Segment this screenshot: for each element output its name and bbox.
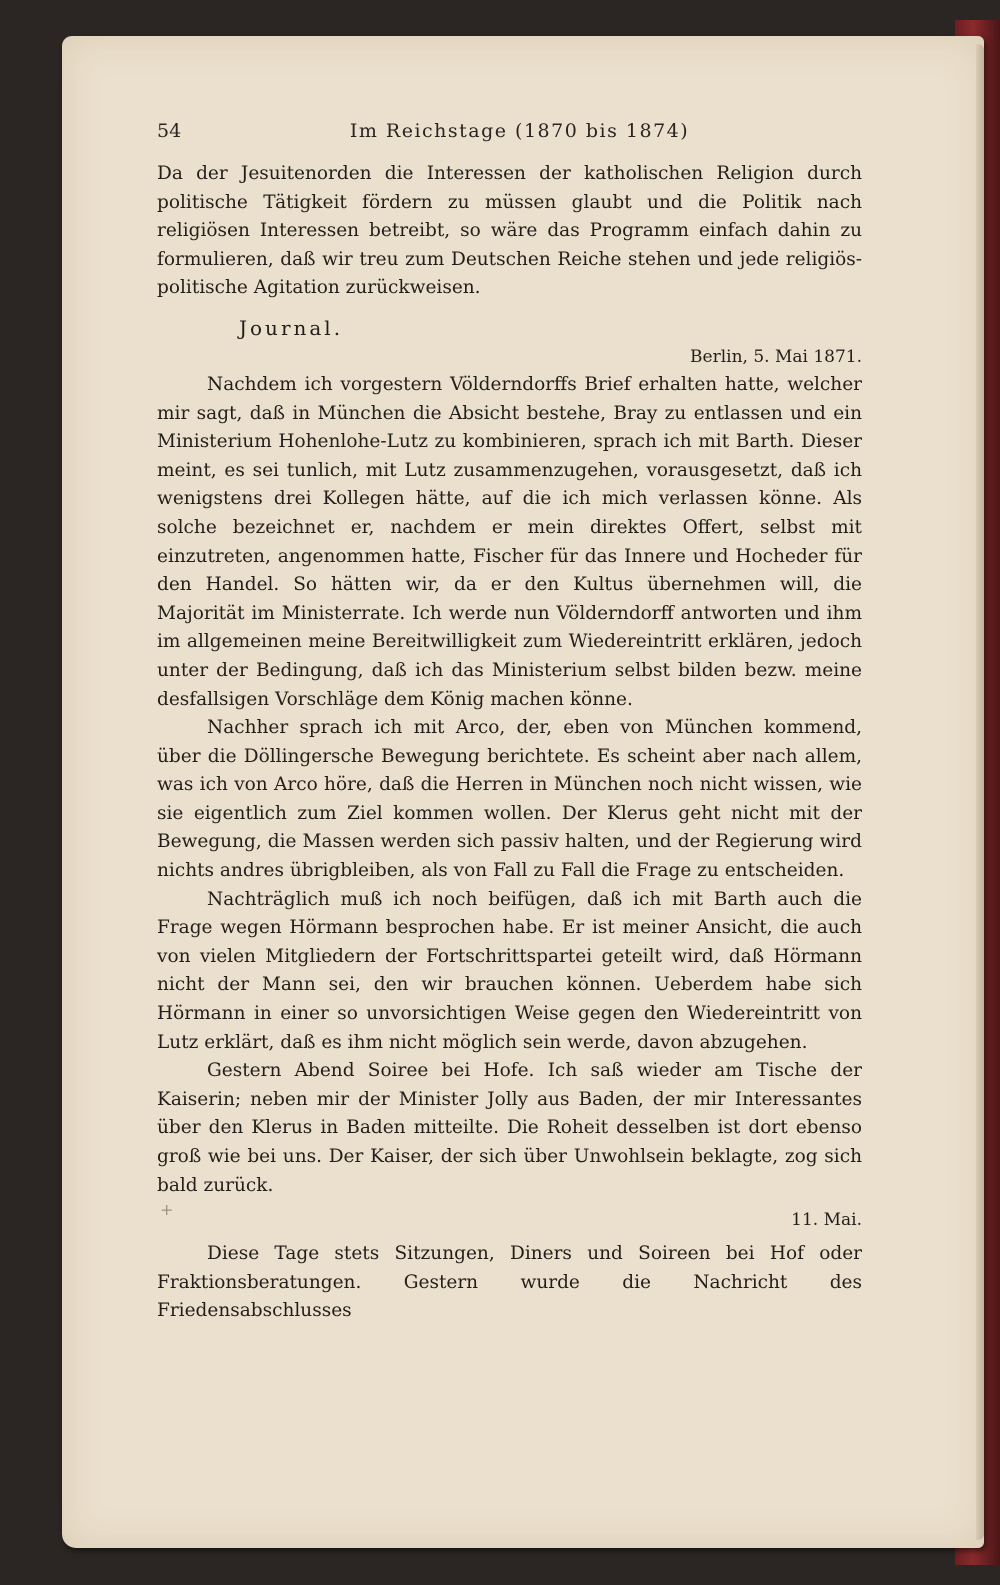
page-header bbox=[157, 120, 882, 150]
page-number: 54 bbox=[157, 120, 182, 142]
paragraph: Da der Jesuitenorden die Interessen der katholischen Religion durch politische Tätigkeit fördern zu müssen glaubt und die Politik nach religiösen Interessen betreibt, so wäre das Programm einfach dahin zu formulieren, daß wir treu zum Deutschen Reiche stehen und jede religiös-politische Agitation zurückweisen. bbox=[157, 163, 862, 299]
paragraph: Nachträglich muß ich noch beifügen, daß ich mit Barth auch die Frage wegen Hörmann besprochen habe. Er ist meiner Ansicht, die auch von vielen Mitgliedern der Fortschrittspartei geteilt wird, daß Hörmann nicht der Mann sei, den wir brauchen können. Ueberdem habe sich Hörmann in einer so unvorsichtigen Weise gegen den Wiedereintritt von Lutz erklärt, daß es ihm nicht möglich sein werde, davon abzugehen. bbox=[157, 888, 862, 1053]
paragraph: Gestern Abend Soiree bei Hofe. Ich saß wieder am Tische der Kaiserin; neben mir der Minister Jolly aus Baden, der mir Interessantes über den Klerus in Baden mitteilte. Die Roheit desselben ist dort ebenso groß wie bei uns. Der Kaiser, der sich über Unwohlsein beklagte, zog sich bald zurück. bbox=[157, 1060, 862, 1196]
dateline: Berlin, 5. Mai 1871. bbox=[690, 346, 862, 367]
paragraph: Diese Tage stets Sitzungen, Diners und Soireen bei Hof oder Fraktionsberatungen. Gestern wurde die Nachricht des Friedensabschlusses bbox=[157, 1243, 862, 1322]
dateline: 11. Mai. bbox=[791, 1210, 862, 1231]
margin-mark: + bbox=[160, 1200, 174, 1219]
running-title: Im Reichstage (1870 bis 1874) bbox=[349, 120, 690, 142]
paragraph: Nachher sprach ich mit Arco, der, eben von München kommend, über die Döllingersche Bewegung berichtete. Es scheint aber nach allem, was ich von Arco höre, daß die Herren in München noch nicht wissen, wie sie eigentlich zum Ziel kommen wollen. Der Klerus geht nicht mit der Bewegung, die Massen werden sich passiv halten, und der Regierung wird nichts andres übrigbleiben, als von Fall zu Fall die Frage zu entscheiden. bbox=[157, 717, 862, 882]
page-body bbox=[157, 160, 862, 1326]
paragraph: Nachdem ich vorgestern Völderndorffs Brief erhalten hatte, welcher mir sagt, daß in München die Absicht bestehe, Bray zu entlassen und ein Ministerium Hohenlohe-Lutz zu kombinieren, sprach ich mit Barth. Dieser meint, es sei tunlich, mit Lutz zusammenzugehen, vorausgesetzt, daß ich wenigstens drei Kollegen hätte, auf die ich mich verlassen könne. Als solche bezeichnet er, nachdem er mein direktes Offert, selbst mit einzutreten, angenommen hatte, Fischer für das Innere und Hocheder für den Handel. So hätten wir, da er den Kultus übernehmen will, die Majorität im Ministerrate. Ich werde nun Völderndorff antworten und ihm im allgemeinen meine Bereitwilligkeit zum Wiedereintritt erklären, jedoch unter der Bedingung, daß ich das Ministerium selbst bilden bezw. meine desfallsigen Vorschläge dem König machen könne. bbox=[157, 373, 862, 710]
page-edge bbox=[976, 44, 984, 1540]
section-heading: Journal. bbox=[239, 315, 344, 340]
